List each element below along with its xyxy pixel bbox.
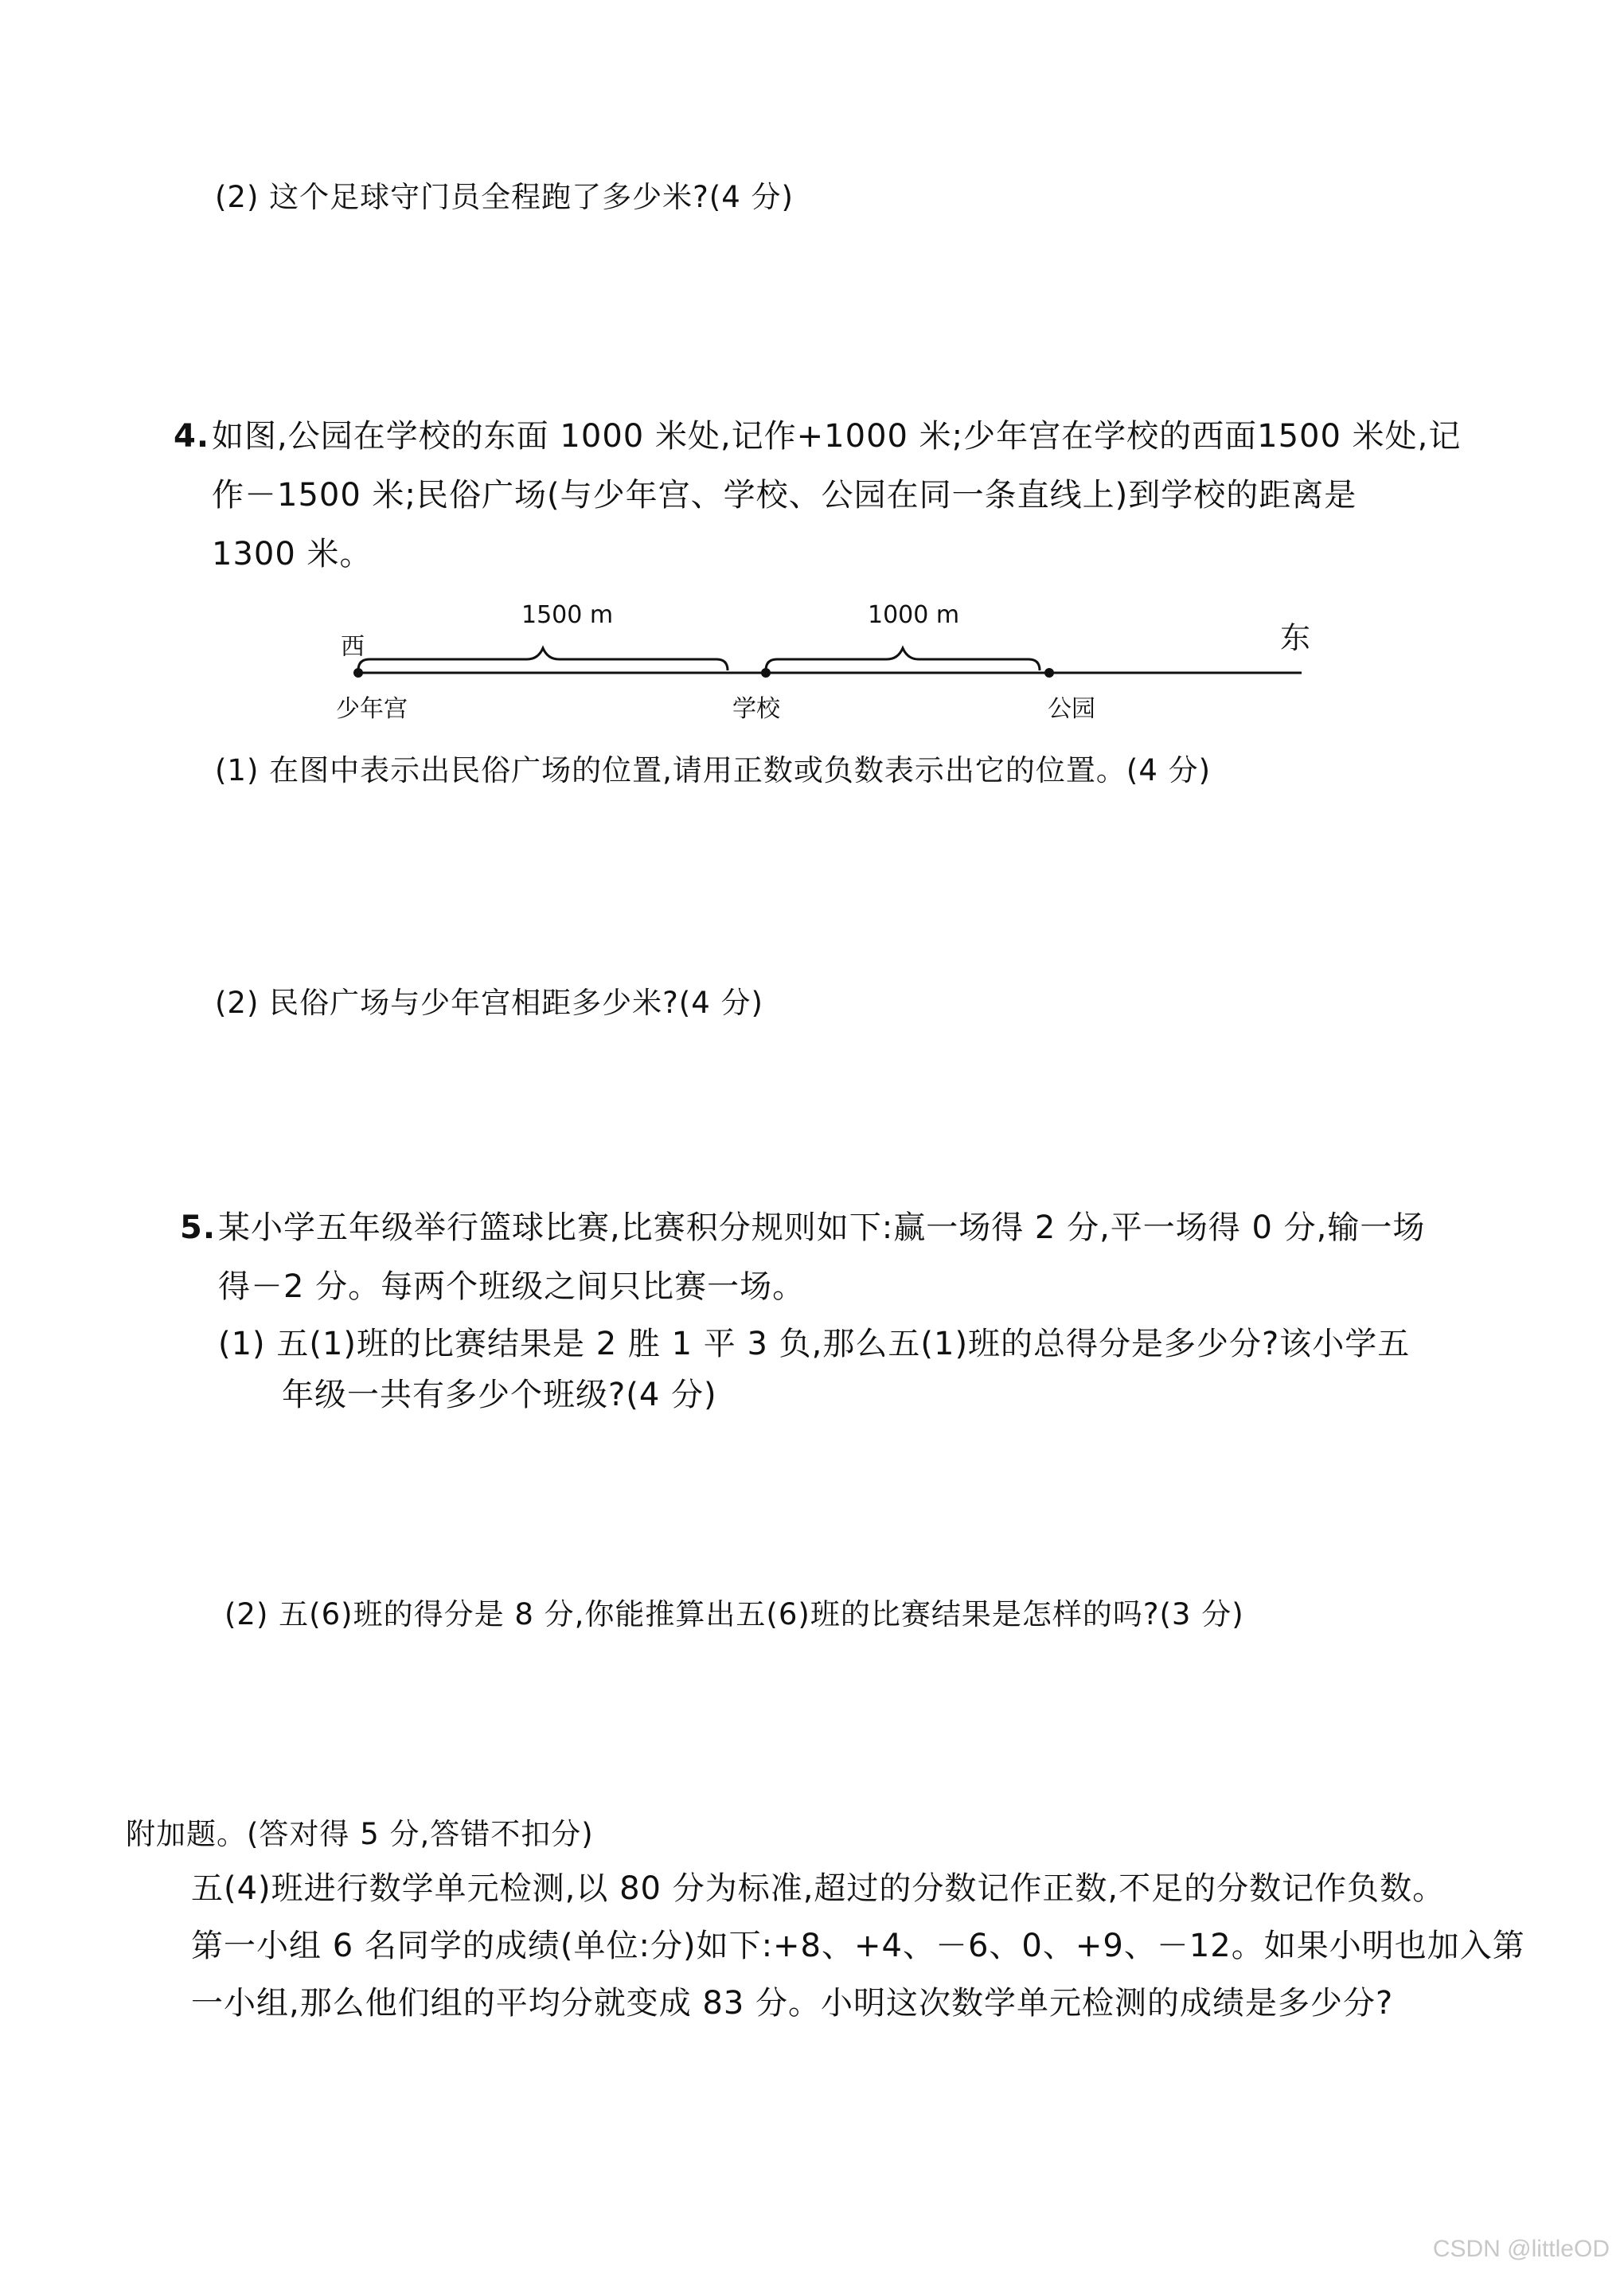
number-line-diagram [318,589,1329,740]
q4-number: 4. [174,418,210,455]
q5-number: 5. [180,1209,217,1246]
q5-part2: (2) 五(6)班的得分是 8 分,你能推算出五(6)班的比赛结果是怎样的吗?(3 分) [224,1597,1244,1631]
east-label: 东 [1280,620,1311,655]
bonus-line1: 五(4)班进行数学单元检测,以 80 分为标准,超过的分数记作正数,不足的分数记作负数。 [191,1870,1446,1907]
watermark: CSDN @littleOD [1432,2236,1610,2262]
west-label: 西 [341,633,365,661]
q4-line3: 1300 米。 [212,536,373,572]
bonus-title: 附加题。(答对得 5 分,答错不扣分) [126,1817,594,1851]
distance-right-label: 1000 m [868,601,960,629]
q4-line1: 如图,公园在学校的东面 1000 米处,记作+1000 米;少年宫在学校的西面1500 米处,记 [212,418,1462,455]
point-park-dot [1044,668,1054,678]
q4-part2: (2) 民俗广场与少年宫相距多少米?(4 分) [215,986,763,1020]
point-school-dot [761,668,771,678]
q5-line2: 得－2 分。每两个班级之间只比赛一场。 [218,1268,806,1305]
bonus-line3: 一小组,那么他们组的平均分就变成 83 分。小明这次数学单元检测的成绩是多少分? [191,1985,1394,2022]
q5-part1-line1: (1) 五(1)班的比赛结果是 2 胜 1 平 3 负,那么五(1)班的总得分是多少分?该小学五 [218,1326,1411,1362]
q5-line1: 某小学五年级举行篮球比赛,比赛积分规则如下:赢一场得 2 分,平一场得 0 分,输一场 [218,1209,1426,1246]
brace-left [358,648,728,670]
point-youth-palace-label: 少年宫 [336,695,408,723]
point-school-label: 学校 [732,695,780,723]
point-park-label: 公园 [1048,695,1095,723]
distance-left-label: 1500 m [521,601,614,629]
brace-right [766,648,1040,670]
q5-part1-line2: 年级一共有多少个班级?(4 分) [282,1377,717,1413]
q4-part1: (1) 在图中表示出民俗广场的位置,请用正数或负数表示出它的位置。(4 分) [215,753,1212,787]
q3-part2: (2) 这个足球守门员全程跑了多少米?(4 分) [215,180,794,214]
point-youth-palace-dot [353,668,363,678]
bonus-line2: 第一小组 6 名同学的成绩(单位:分)如下:+8、+4、－6、0、+9、－12。如果小明也加入第 [191,1928,1525,1964]
q4-line2: 作－1500 米;民俗广场(与少年宫、学校、公园在同一条直线上)到学校的距离是 [212,477,1357,514]
